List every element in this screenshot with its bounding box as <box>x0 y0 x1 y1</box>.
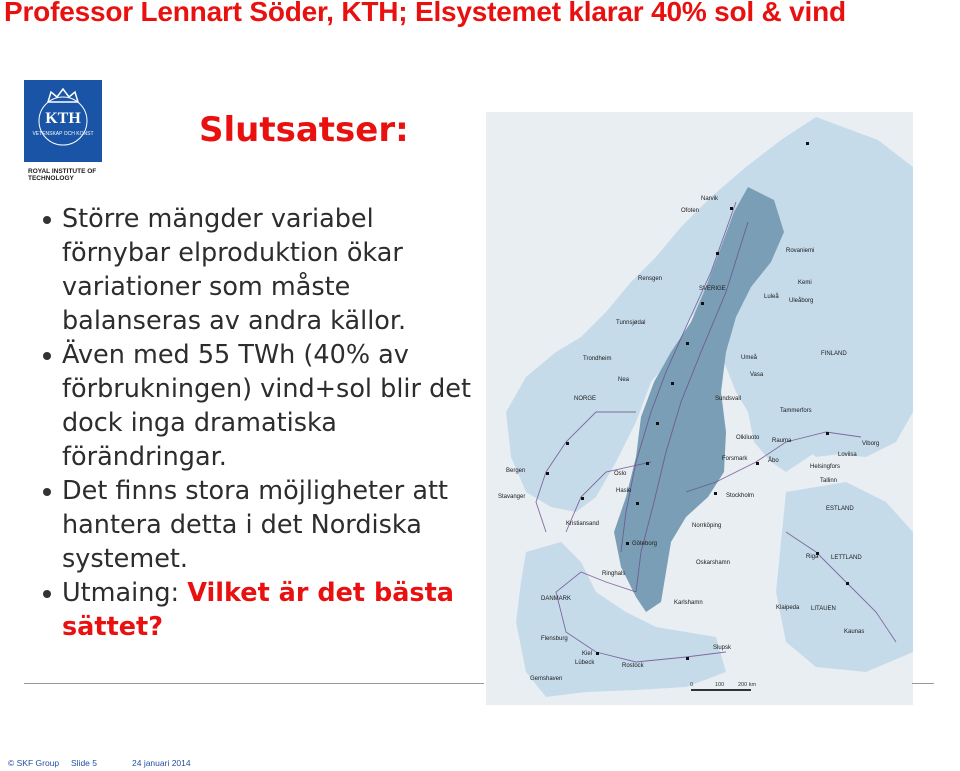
map-label: Rovaniemi <box>786 248 815 254</box>
map-label: Klaipeda <box>776 605 800 611</box>
svg-text:0: 0 <box>690 682 694 688</box>
footer-divider <box>24 683 484 684</box>
bullet-item: Utmaing: Vilket är det bästa sättet? <box>38 576 478 644</box>
bullet-dot-icon <box>43 488 51 496</box>
map-label: Tallinn <box>820 478 838 484</box>
map-label: Rensgen <box>638 276 663 282</box>
footer-slide-number: Slide 5 <box>71 758 97 768</box>
map-label: Umeå <box>741 355 758 361</box>
map-label: ESTLAND <box>826 506 854 512</box>
map-label: Lübeck <box>575 660 595 666</box>
kth-logo-text: KTH <box>45 110 81 127</box>
map-label: Vasa <box>750 372 764 378</box>
map-label: Nea <box>618 377 630 383</box>
map-label: Kiel <box>582 651 593 657</box>
map-label: Göteborg <box>632 541 658 547</box>
slide-title: Slutsatser: <box>199 110 409 150</box>
map-label: Loviisa <box>838 452 857 458</box>
map-label: LETTLAND <box>831 555 862 561</box>
map-label: Oskarshamn <box>696 560 731 566</box>
map-label: LITAUEN <box>811 606 836 612</box>
map-label: Bergen <box>506 468 526 474</box>
map-label: Trondheim <box>583 356 612 362</box>
map-label: Tunnsjødal <box>616 320 646 326</box>
map-label: Kaunas <box>844 629 865 635</box>
map-label: Tammerfors <box>780 408 812 414</box>
footer-divider <box>912 683 934 684</box>
map-label: Olkiluoto <box>736 435 760 441</box>
map-label: Karlshamn <box>674 600 703 606</box>
map-label: Norrköping <box>692 523 722 529</box>
bullet-emphasis: Vilket är det bästa sättet? <box>62 578 454 642</box>
footer-copyright: © SKF Group <box>8 758 60 768</box>
map-label: Forsmark <box>722 456 748 462</box>
bullet-item: Även med 55 TWh (40% av förbrukningen) vind+sol blir det dock inga dramatiska förändringar. <box>38 338 478 474</box>
kth-logo <box>24 80 102 162</box>
nordic-grid-map <box>486 112 913 705</box>
map-label: Åbo <box>768 458 779 464</box>
map-label: NORGE <box>574 396 597 402</box>
map-label: SVERIGE <box>699 286 726 292</box>
map-label: Rauma <box>772 438 792 444</box>
map-label: Ofoten <box>681 208 700 214</box>
bullet-dot-icon <box>43 216 51 224</box>
map-label: Narvik <box>701 196 719 202</box>
kth-caption: ROYAL INSTITUTE OF TECHNOLOGY <box>28 168 97 182</box>
map-label: Sundsvall <box>715 396 742 402</box>
bullet-dot-icon <box>43 352 51 360</box>
map-label: Flensburg <box>541 636 568 642</box>
map-label: Luleå <box>764 294 779 300</box>
map-label: FINLAND <box>821 351 847 357</box>
map-label: Helsingfors <box>810 464 841 470</box>
map-label: Kristiansand <box>566 521 600 527</box>
bullet-item: Det finns stora möjligheter att hantera detta i det Nordiska systemet. <box>38 474 478 576</box>
header-title: Professor Lennart Söder, KTH; Elsystemet klarar 40% sol & vind <box>4 0 846 27</box>
map-label: Uleåborg <box>789 298 814 304</box>
map-label: Stavanger <box>498 494 526 500</box>
map-label: DANMARK <box>541 596 572 602</box>
map-label: Kemi <box>798 280 812 286</box>
map-label: Ringhals <box>602 571 626 577</box>
map-label: Gemshaven <box>530 676 563 682</box>
map-label: Hasle <box>616 488 632 494</box>
bullet-list <box>38 202 478 644</box>
map-label: Slupsk <box>713 645 732 651</box>
bullet-dot-icon <box>43 590 51 598</box>
map-label: Viborg <box>862 441 880 447</box>
svg-text:200 km: 200 km <box>738 682 757 688</box>
svg-text:100: 100 <box>715 682 725 688</box>
map-label: Riga <box>806 554 819 560</box>
map-label: Oslo <box>614 471 627 477</box>
map-label: Stockholm <box>726 493 755 499</box>
bullet-item: Större mängder variabel förnybar elproduktion ökar variationer som måste balanseras av andra källor. <box>38 202 478 338</box>
kth-logo-subtext: VETENSKAP OCH KONST <box>32 131 94 137</box>
footer-date: 24 januari 2014 <box>132 758 191 768</box>
map-label: Rostock <box>622 663 644 669</box>
